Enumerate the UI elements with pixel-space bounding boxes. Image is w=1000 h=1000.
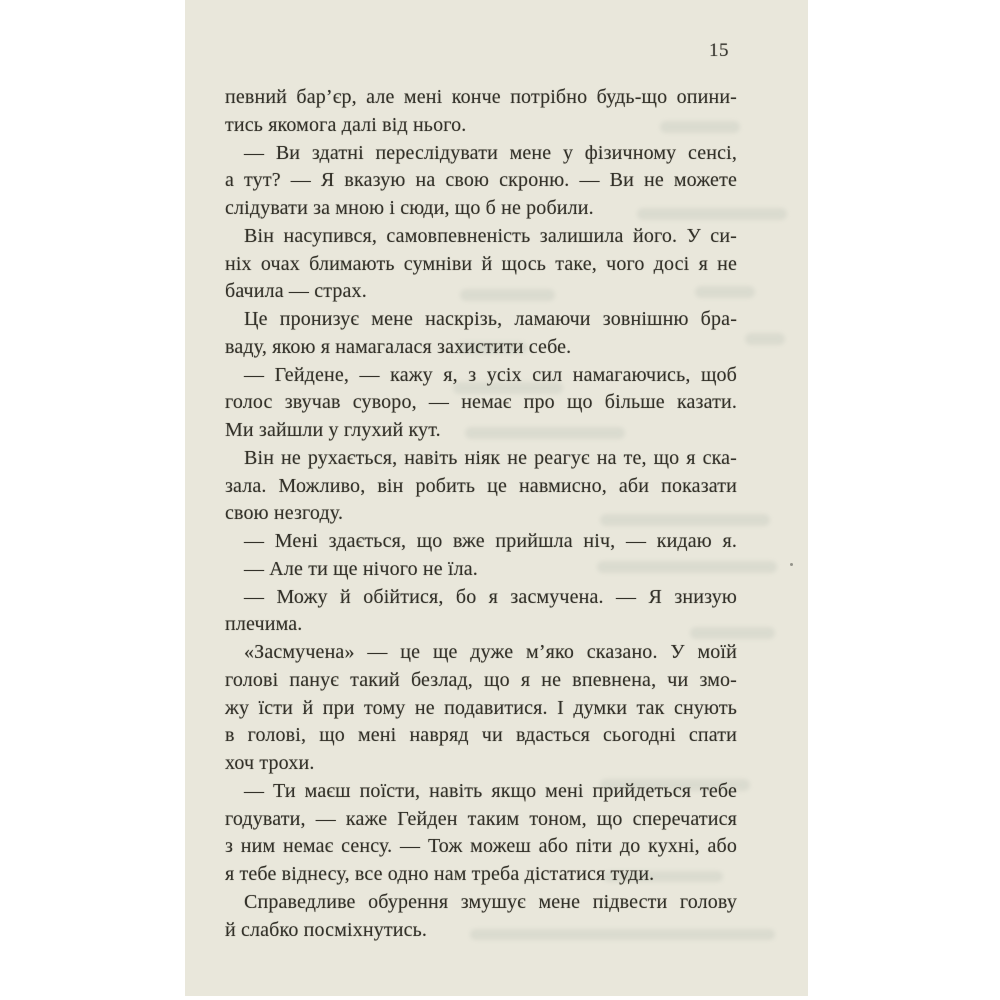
text-line: — Ти маєш поїсти, навіть якщо мені прийдеться тебе bbox=[244, 779, 737, 802]
text-line: голос звучав суворо, — немає про що більше казати. bbox=[225, 391, 737, 414]
text-line: Справедливе обурення змушує мене підвести голову bbox=[244, 890, 737, 913]
text-line: ніх очах блимають сумніви й щось таке, чого досі я не bbox=[225, 252, 737, 275]
text-line: — Ви здатні переслідувати мене у фізичному сенсі, bbox=[244, 141, 737, 164]
text-line: голові панує такий безлад, що я не впевнена, чи змо- bbox=[225, 668, 737, 691]
text-line: Ми зайшли у глухий кут. bbox=[225, 419, 441, 441]
text-line: — Гейдене, — кажу я, з усіх сил намагаючись, щоб bbox=[244, 363, 737, 386]
text-line: «Засмучена» — це ще дуже м’яко сказано. У моїй bbox=[244, 641, 737, 663]
text-line: — Можу й обійтися, бо я засмучена. — Я знизую bbox=[244, 585, 737, 608]
text-line: бачила — страх. bbox=[225, 280, 367, 303]
page-number: 15 bbox=[709, 40, 729, 61]
text-line: Він не рухається, навіть ніяк не реагує на те, що я ска- bbox=[244, 446, 737, 469]
text-line: зала. Можливо, він робить це навмисно, аби показати bbox=[225, 474, 737, 497]
text-line: ваду, якою я намагалася захистити себе. bbox=[225, 335, 572, 358]
paper-speck bbox=[790, 563, 793, 566]
show-through-text bbox=[745, 333, 785, 345]
text-line: плечима. bbox=[225, 613, 303, 636]
text-line: хоч трохи. bbox=[225, 752, 315, 774]
text-line: з ним немає сенсу. — Тож можеш або піти до кухні, або bbox=[225, 835, 737, 858]
text-line: в голові, що мені навряд чи вдасться сьогодні спати bbox=[225, 724, 737, 747]
text-line: й слабко посміхнутись. bbox=[225, 918, 428, 941]
text-line: тись якомога далі від нього. bbox=[225, 113, 467, 136]
text-line: Він насупився, самовпевненість залишила його. У си- bbox=[244, 224, 737, 247]
text-line: певний бар’єр, але мені конче потрібно будь-що опини- bbox=[225, 86, 737, 108]
text-line: я тебе віднесу, все одно нам треба дістатися туди. bbox=[225, 863, 655, 885]
text-block bbox=[225, 84, 737, 944]
text-line: а тут? — Я вказую на свою скроню. — Ви не можете bbox=[225, 169, 737, 192]
text-line: свою незгоду. bbox=[225, 502, 344, 525]
text-line: — Але ти ще нічого не їла. bbox=[244, 557, 478, 580]
text-line: слідувати за мною і сюди, що б не робили. bbox=[225, 197, 594, 219]
book-page-photo bbox=[185, 0, 808, 996]
text-line: Це пронизує мене наскрізь, ламаючи зовнішню бра- bbox=[244, 308, 737, 330]
text-line: годувати, — каже Гейден таким тоном, що сперечатися bbox=[225, 807, 737, 830]
text-line: — Мені здається, що вже прийшла ніч, — кидаю я. bbox=[244, 530, 737, 552]
text-line: жу їсти й при тому не подавитися. І думки так снують bbox=[225, 696, 737, 719]
